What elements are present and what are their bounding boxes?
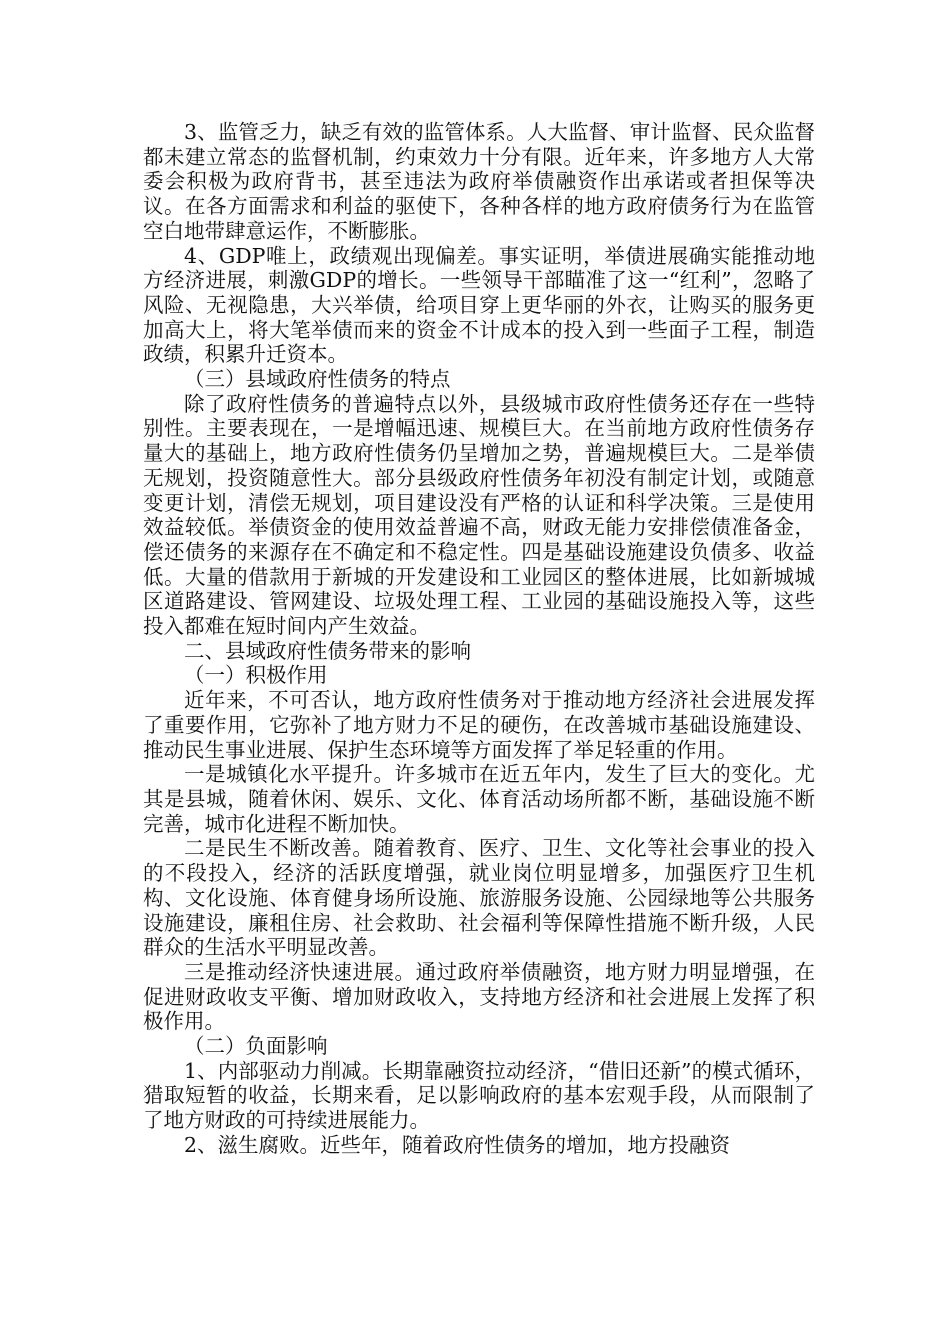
- paragraph-livelihood: 二是民生不断改善。随着教育、医疗、卫生、文化等社会事业的投入的不段投入，经济的活跃度增强，就业岗位明显增多，加强医疗卫生机构、文化设施、体育健身场所设施、旅游服务设施、公园绿地等公共服务设施建设，廉租住房、社会救助、社会福利等保障性措施不断升级，人民群众的生活水平明显改善。: [143, 836, 815, 960]
- paragraph-positive-intro: 近年来，不可否认，地方政府性债务对于推动地方经济社会进展发挥了重要作用，它弥补了地方财力不足的硬伤，在改善城市基础设施建设、推动民生事业进展、保护生态环境等方面发挥了举足轻重的作用。: [143, 688, 815, 762]
- paragraph-urbanization: 一是城镇化水平提升。许多城市在近五年内，发生了巨大的变化。尤其是县城，随着休闲、娱乐、文化、体育活动场所都不断，基础设施不断完善，城市化进程不断加快。: [143, 762, 815, 836]
- document-page: [143, 120, 815, 1158]
- heading-negative: （二）负面影响: [184, 1034, 328, 1059]
- paragraph-gdp: 4、GDP唯上，政绩观出现偏差。事实证明，举债进展确实能推动地方经济进展，刺激GDP的增长。一些领导干部瞄准了这一“红利”，忽略了风险、无视隐患，大兴举债，给项目穿上更华丽的外衣，让购买的服务更加高大上，将大笔举债而来的资金不计成本的投入到一些面子工程，制造政绩，积累升迁资本。: [143, 243, 815, 367]
- paragraph-corruption: 2、滋生腐败。近些年，随着政府性债务的增加，地方投融资: [184, 1132, 731, 1157]
- paragraph-features: 除了政府性债务的普遍特点以外，县级城市政府性债务还存在一些特别性。主要表现在，一是增幅迅速、规模巨大。在当前地方政府性债务存量大的基础上，地方政府性债务仍呈增加之势，普遍规模巨大。二是举债无规划，投资随意性大。部分县级政府性债务年初没有制定计划，或随意变更计划，清偿无规划，项目建设没有严格的认证和科学决策。三是使用效益较低。举债资金的使用效益普遍不高，财政无能力安排偿债准备金，偿还债务的来源存在不确定和不稳定性。四是基础设施建设负债多、收益低。大量的借款用于新城的开发建设和工业园区的整体进展，比如新城城区道路建设、管网建设、垃圾处理工程、工业园的基础设施投入等，这些投入都难在短时间内产生效益。: [143, 391, 815, 639]
- paragraph-internal-drive: 1、内部驱动力削减。长期靠融资拉动经济，“借旧还新”的模式循环，猎取短暂的收益，长期来看，足以影响政府的基本宏观手段，从而限制了了地方财政的可持续进展能力。: [143, 1058, 815, 1133]
- paragraph-economy: 三是推动经济快速进展。通过政府举债融资，地方财力明显增强，在促进财政收支平衡、增加财政收入，支持地方经济和社会进展上发挥了积极作用。: [143, 959, 815, 1034]
- paragraph-supervision: 3、监管乏力，缺乏有效的监管体系。人大监督、审计监督、民众监督都未建立常态的监督机制，约束效力十分有限。近年来，许多地方人大常委会积极为政府背书，甚至违法为政府举债融资作出承诺或者担保等决议。在各方面需求和利益的驱使下，各种各样的地方政府债务行为在监管空白地带肆意运作，不断膨胀。: [143, 120, 815, 243]
- heading-features: （三）县域政府性债务的特点: [184, 367, 451, 392]
- heading-impact: 二、县域政府性债务带来的影响: [184, 638, 471, 663]
- heading-positive: （一）积极作用: [184, 663, 328, 688]
